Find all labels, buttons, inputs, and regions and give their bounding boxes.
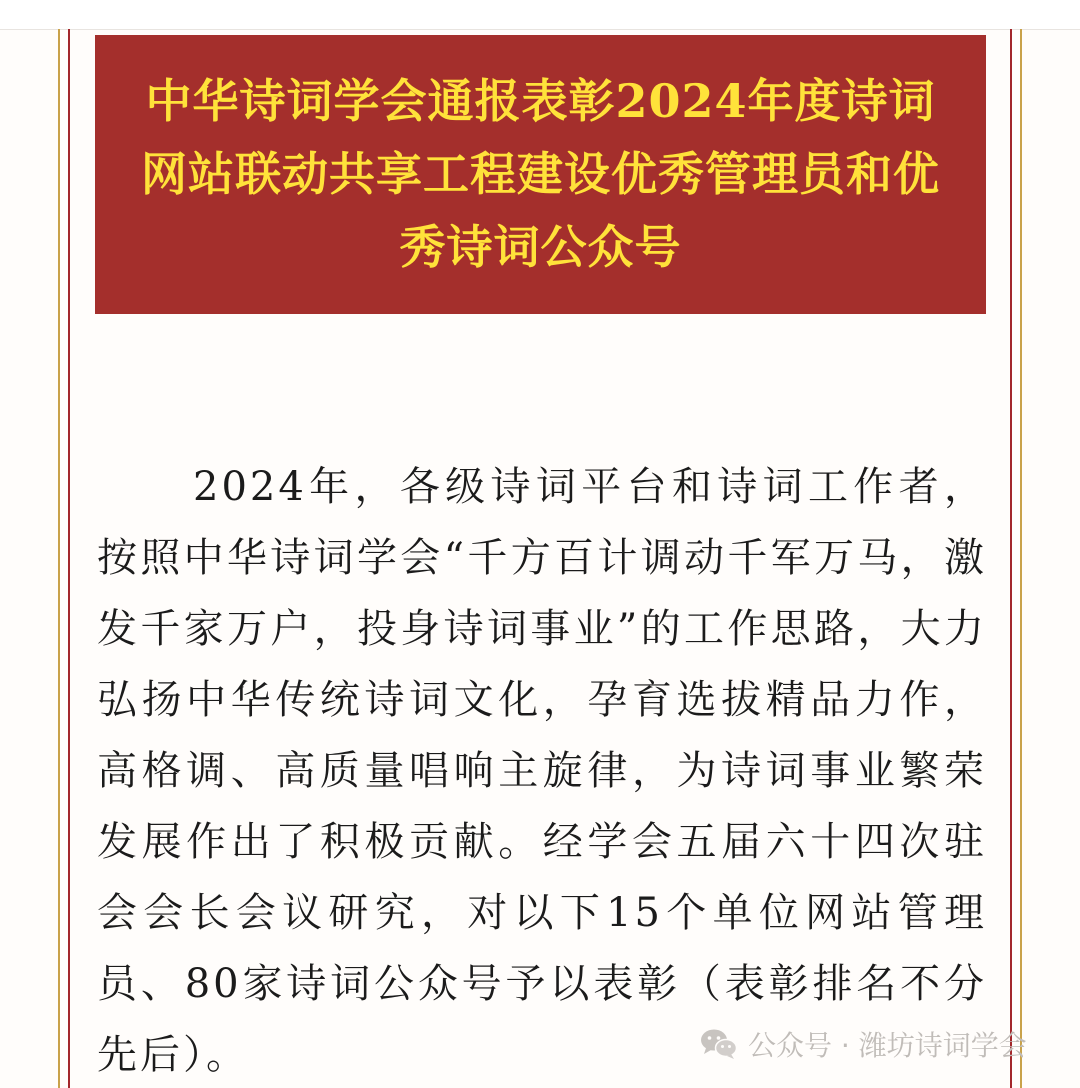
left-gold-border-line bbox=[58, 29, 60, 1088]
watermark-text: 公众号 · 潍坊诗词学会 bbox=[748, 1029, 1027, 1062]
watermark bbox=[700, 1022, 1027, 1066]
title-banner bbox=[95, 35, 986, 314]
top-strip bbox=[0, 0, 1080, 30]
right-gold-border-line bbox=[1020, 29, 1022, 1088]
article-paragraph: 2024年，各级诗词平台和诗词工作者，按照中华诗词学会“千方百计调动千军万马，激发千家万户，投身诗词事业”的工作思路，大力弘扬中华传统诗词文化，孕育选拔精品力作，高格调、高质量唱响主旋律，为诗词事业繁荣发展作出了积极贡献。经学会五届六十四次驻会会长会议研究，对以下15个单位网站管理员、80家诗词公众号予以表彰（表彰排名不分先后）。 bbox=[97, 464, 987, 1078]
banner-title: 中华诗词学会通报表彰2024年度诗词网站联动共享工程建设优秀管理员和优秀诗词公众号 bbox=[141, 74, 940, 274]
right-red-border-line bbox=[1010, 29, 1012, 1088]
left-red-border-line bbox=[68, 29, 70, 1088]
wechat-icon bbox=[700, 1028, 738, 1060]
